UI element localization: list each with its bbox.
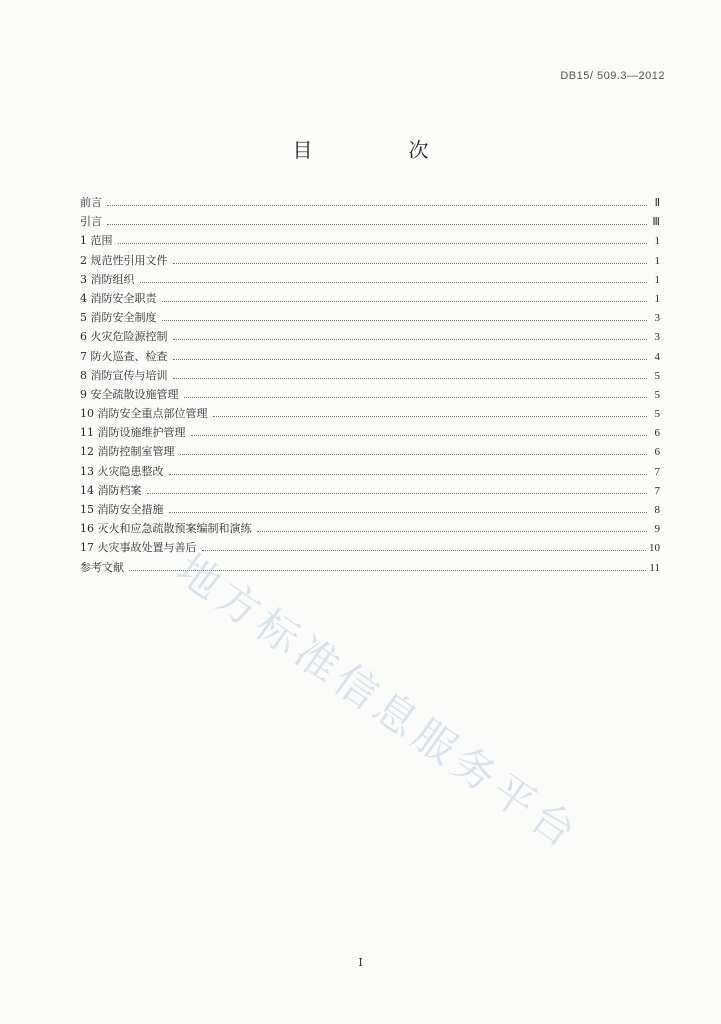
toc-entry-label: 16 灭火和应急疏散预案编制和演练 [80,522,252,536]
toc-entry-page: 1 [654,292,660,305]
toc-entry-label: 1 范围 [80,234,113,248]
toc-entry-page: 6 [654,427,660,440]
toc-entry[interactable] [80,289,660,308]
toc-entry-page: 3 [654,331,660,344]
standard-code: DB15/ 509.3—2012 [560,70,665,82]
toc-entry-page: 7 [654,484,660,497]
toc-leader-dots [173,378,648,379]
toc-entry[interactable] [80,558,660,577]
toc-entry-label: 17 火灾事故处置与善后 [80,541,197,555]
toc-entry-label: 3 消防组织 [80,272,135,286]
toc-leader-dots [173,339,648,340]
toc-entry[interactable] [80,519,660,538]
toc-entry-label: 13 火灾隐患整改 [80,464,164,478]
toc-leader-dots [169,512,648,513]
toc-entry-label: 11 消防设施维护管理 [80,426,186,440]
toc-entry-label: 12 消防控制室管理 [80,445,175,459]
toc-entry-page: 1 [654,273,660,286]
toc-leader-dots [173,263,648,264]
toc-entry-label: 15 消防安全措施 [80,503,164,516]
toc-leader-dots [191,435,648,436]
toc-entry-label: 8 消防宣传与培训 [80,368,168,382]
page-number: I [358,956,363,969]
toc-entry-label: 5 消防安全制度 [80,311,157,325]
toc-entry-page: 10 [649,542,660,555]
toc-leader-dots [118,243,648,244]
toc-entry[interactable] [80,251,660,270]
toc-leader-dots [184,397,648,398]
toc-entry[interactable] [80,270,660,289]
toc-leader-dots [173,359,648,360]
toc-leader-dots [140,282,648,283]
toc-entry-page: Ⅱ [654,197,660,209]
toc-entry[interactable] [80,500,660,519]
toc-entry-label: 6 火灾危险源控制 [80,330,168,344]
toc-entry[interactable] [80,231,660,250]
toc-entry-label: 10 消防安全重点部位管理 [80,407,208,421]
toc-entry-page: 7 [654,465,660,478]
toc-entry[interactable] [80,327,660,346]
toc-leader-dots [107,205,647,206]
toc-entry-page: 5 [654,388,660,401]
toc-entry-page: 3 [654,312,660,325]
toc-entry-page: 9 [654,523,660,536]
toc-entry[interactable] [80,347,660,366]
page-title: 目 次 [292,138,467,162]
toc-entry[interactable] [80,462,660,481]
watermark: 地方标准信息服务平台 [167,544,590,860]
toc-entry-label: 9 安全疏散设施管理 [80,387,179,401]
toc-entry-page: 5 [654,369,660,382]
toc-entry[interactable] [80,442,660,461]
toc-entry[interactable] [80,423,660,442]
toc-entry-page: 1 [654,235,660,248]
toc-entry[interactable] [80,193,660,212]
toc-entry[interactable] [80,212,660,231]
toc-entry-label: 参考文献 [80,560,124,574]
toc-entry-page: 1 [654,254,660,267]
table-of-contents [80,193,660,577]
toc-leader-dots [162,301,648,302]
toc-entry-label: 4 消防安全职责 [80,291,157,305]
toc-entry-page: 11 [649,561,660,574]
toc-leader-dots [180,454,648,455]
toc-entry-label: 前言 [80,196,102,209]
toc-leader-dots [107,224,647,225]
toc-leader-dots [213,416,648,417]
toc-leader-dots [169,474,648,475]
toc-entry-label: 2 规范性引用文件 [80,253,168,267]
toc-entry-page: 4 [654,350,660,363]
toc-leader-dots [162,320,648,321]
toc-leader-dots [147,493,648,494]
toc-leader-dots [202,550,647,551]
toc-leader-dots [257,531,648,532]
toc-entry-page: Ⅲ [652,216,660,229]
toc-entry-page: 8 [654,504,660,516]
toc-entry-label: 14 消防档案 [80,483,142,497]
toc-entry-page: 5 [654,408,660,421]
toc-entry[interactable] [80,404,660,423]
toc-entry[interactable] [80,385,660,404]
toc-entry-label: 7 防火巡查、检查 [80,349,168,363]
toc-entry-label: 引言 [80,215,102,229]
toc-entry[interactable] [80,366,660,385]
toc-entry-page: 6 [654,446,660,459]
toc-entry[interactable] [80,481,660,500]
toc-entry[interactable] [80,538,660,557]
toc-entry[interactable] [80,308,660,327]
